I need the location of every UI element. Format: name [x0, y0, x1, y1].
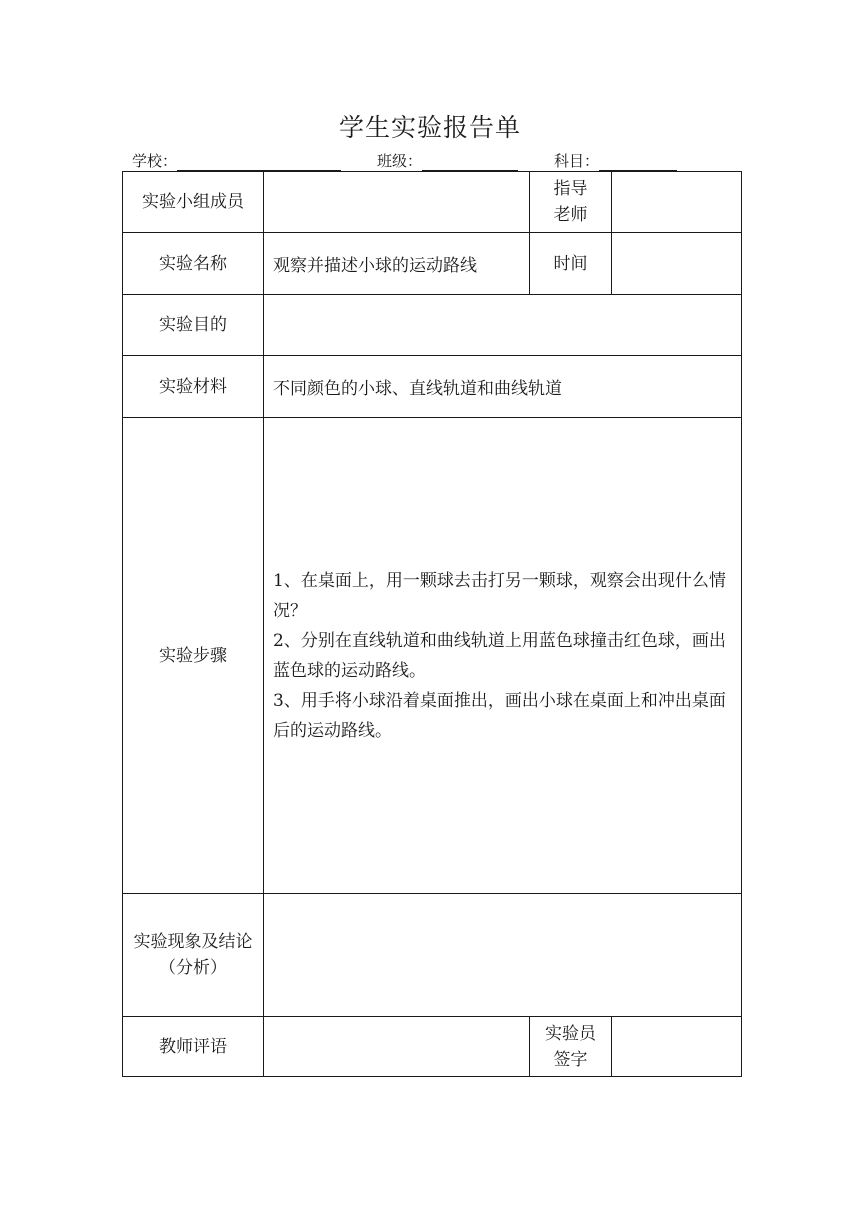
- time-label: 时间: [530, 233, 612, 295]
- class-label: 班级：: [377, 152, 423, 170]
- steps-label: 实验步骤: [123, 418, 264, 894]
- materials-value: 不同颜色的小球、直线轨道和曲线轨道: [264, 356, 742, 418]
- purpose-value-cell[interactable]: [264, 295, 742, 356]
- signature-label-line2: 签字: [553, 1049, 588, 1070]
- step-item: 1、在桌面上，用一颗球去击打另一颗球，观察会出现什么情况？: [273, 570, 726, 621]
- time-value-cell[interactable]: [612, 233, 742, 295]
- table-row: [123, 295, 742, 356]
- step-item: 3、用手将小球沿着桌面推出，画出小球在桌面上和冲出桌面后的运动路线。: [273, 690, 726, 741]
- signature-label: [530, 1017, 612, 1077]
- table-row: [123, 894, 742, 1017]
- steps-content: [264, 418, 742, 894]
- name-value: 观察并描述小球的运动路线: [264, 233, 530, 295]
- signature-label-line1: 实验员: [545, 1023, 596, 1044]
- members-value-cell[interactable]: [264, 172, 530, 233]
- result-value-cell[interactable]: [264, 894, 742, 1017]
- report-table: [122, 171, 742, 1077]
- teacher-label-line1: 指导: [553, 179, 588, 199]
- table-row: [123, 1017, 742, 1077]
- members-label: 实验小组成员: [123, 172, 264, 233]
- page-title: 学生实验报告单: [338, 113, 521, 142]
- class-field[interactable]: [422, 154, 518, 171]
- comment-value-cell[interactable]: [264, 1017, 530, 1077]
- teacher-label: [530, 172, 612, 233]
- school-label: 学校：: [132, 152, 178, 170]
- subject-field[interactable]: [599, 154, 677, 171]
- table-row: [123, 233, 742, 295]
- purpose-label: 实验目的: [123, 295, 264, 356]
- subject-label: 科目：: [554, 152, 600, 170]
- header-fields: [132, 150, 677, 171]
- name-label: 实验名称: [123, 233, 264, 295]
- table-row: [123, 356, 742, 418]
- teacher-label-line2: 老师: [553, 205, 588, 225]
- teacher-value-cell[interactable]: [612, 172, 742, 233]
- step-item: 2、分别在直线轨道和曲线轨道上用蓝色球撞击红色球，画出蓝色球的运动路线。: [273, 630, 726, 681]
- school-field[interactable]: [177, 154, 341, 171]
- table-row: [123, 172, 742, 233]
- comment-label: 教师评语: [123, 1017, 264, 1077]
- result-label: 实验现象及结论（分析）: [123, 894, 264, 1017]
- materials-label: 实验材料: [123, 356, 264, 418]
- table-row: [123, 418, 742, 894]
- signature-value-cell[interactable]: [612, 1017, 742, 1077]
